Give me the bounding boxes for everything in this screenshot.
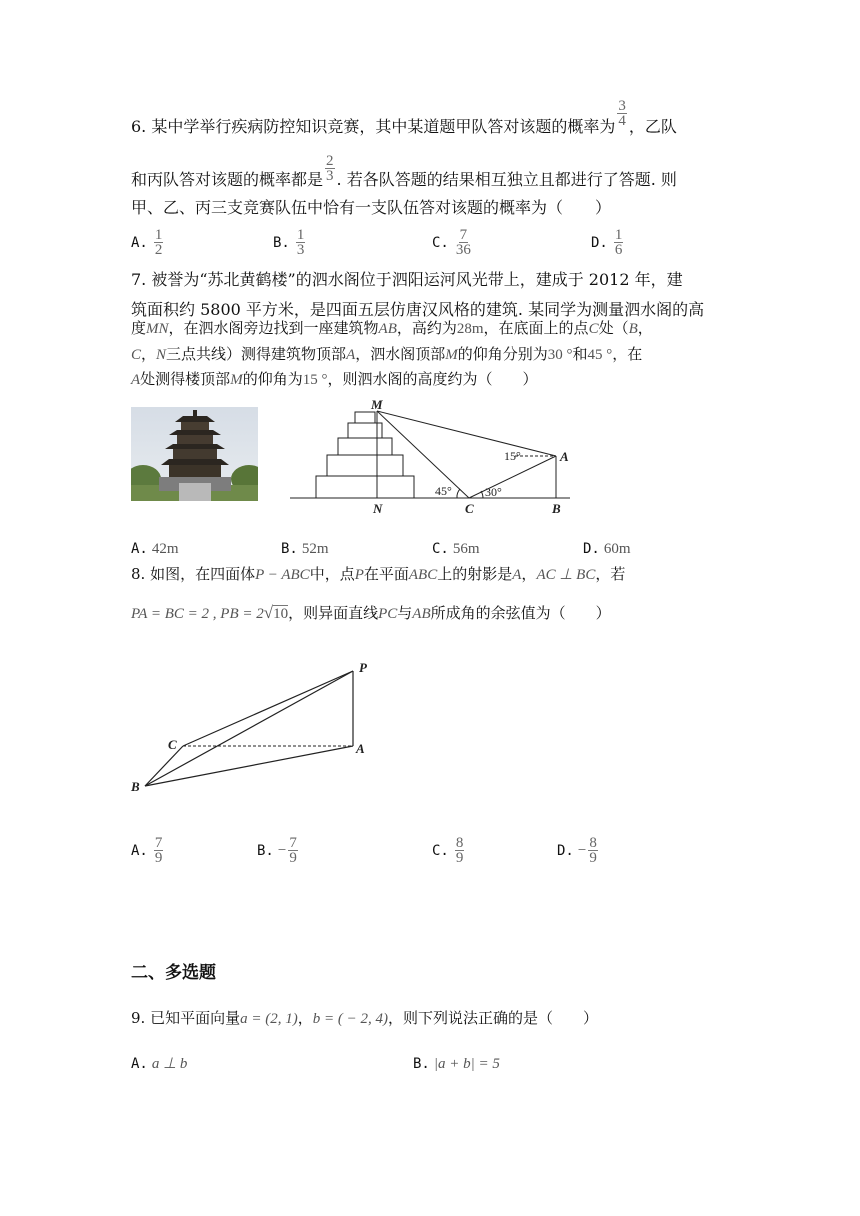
fig7-angle-30: 30° [485, 485, 502, 499]
q6-frac-2-3: $\frac{2}{3}$ [326, 153, 334, 184]
fig8-label-p: P [359, 660, 367, 675]
q7-line-3: 度MN，在泗水阁旁边找到一座建筑物AB，高约为28m，在底面上的点C处（B， [131, 319, 653, 337]
q8-line-1: 8. 如图，在四面体P − ABC中，点P在平面ABC上的射影是A，AC ⊥ BC，若 [131, 565, 626, 583]
q7-line-5: A处测得楼顶部M的仰角为15 °，则泗水阁的高度约为（ ） [131, 370, 538, 388]
q6-option-b[interactable]: B. $\frac{1}{3}$ [273, 227, 305, 258]
q6-option-d[interactable]: D. $\frac{1}{6}$ [591, 227, 623, 258]
fig7-label-c: C [465, 501, 474, 516]
q6-line-1: 6. 某中学举行疾病防控知识竞赛，其中某道题甲队答对该题的概率为 $\frac{3}{4}$ ，乙队 [131, 98, 677, 136]
q8-line-2: PA = BC = 2 , PB = 2√10，则异面直线PC与AB所成角的余弦值为（ ） [131, 603, 611, 622]
q6-line-2: 和丙队答对该题的概率都是 $\frac{2}{3}$ . 若各队答题的结果相互独立且都进行了答题. 则 [131, 153, 677, 189]
q7-option-a[interactable]: A. 42m [131, 541, 179, 557]
section-heading: 二、多选题 [131, 963, 216, 983]
q7-line-2: 筑面积约 5800 平方米，是四面五层仿唐汉风格的建筑. 某同学为测量泗水阁的高 [131, 300, 705, 319]
q8-option-d[interactable]: D. − $\frac{8}{9}$ [557, 835, 597, 866]
q7-option-b[interactable]: B. 52m [281, 541, 329, 557]
q7-line-1: 7. 被誉为“苏北黄鹤楼”的泗水阁位于泗阳运河风光带上，建成于 2012 年，建 [131, 270, 683, 289]
q6-line-3: 甲、乙、丙三支竞赛队伍中恰有一支队伍答对该题的概率为（ ） [131, 198, 612, 217]
q9-option-a[interactable]: A. a ⊥ b [131, 1056, 188, 1072]
q9-line-1: 9. 已知平面向量a = (2, 1)，b = ( − 2, 4)，则下列说法正确的是（ ） [131, 1009, 598, 1027]
pavilion-photo [131, 407, 258, 501]
q6-option-a[interactable]: A. $\frac{1}{2}$ [131, 227, 163, 258]
q7-figure [285, 396, 575, 520]
fig8-label-b: B [131, 779, 140, 794]
q7-line-4: C，N三点共线）测得建筑物顶部A，泗水阁顶部M的仰角分别为30 °和45 °，在 [131, 345, 643, 363]
q7-option-d[interactable]: D. 60m [583, 541, 631, 557]
q6-option-c[interactable]: C. $\frac{7}{36}$ [432, 227, 471, 258]
fig7-label-a: A [560, 449, 569, 464]
fig8-label-c: C [168, 737, 177, 752]
fig7-label-m: M [371, 397, 383, 412]
q8-option-a[interactable]: A. $\frac{7}{9}$ [131, 835, 163, 866]
fig7-label-n: N [373, 501, 383, 516]
fig7-angle-45: 45° [435, 484, 452, 498]
q9-option-b[interactable]: B. |a + b| = 5 [413, 1056, 500, 1072]
q7-option-c[interactable]: C. 56m [432, 541, 480, 557]
q6-frac-3-4: $\frac{3}{4}$ [618, 98, 626, 129]
fig8-label-a: A [356, 741, 365, 756]
fig7-angle-15: 15° [504, 449, 521, 463]
q8-figure [128, 658, 378, 798]
fig7-label-b: B [552, 501, 561, 516]
q8-option-b[interactable]: B. − $\frac{7}{9}$ [257, 835, 297, 866]
q8-option-c[interactable]: C. $\frac{8}{9}$ [432, 835, 464, 866]
